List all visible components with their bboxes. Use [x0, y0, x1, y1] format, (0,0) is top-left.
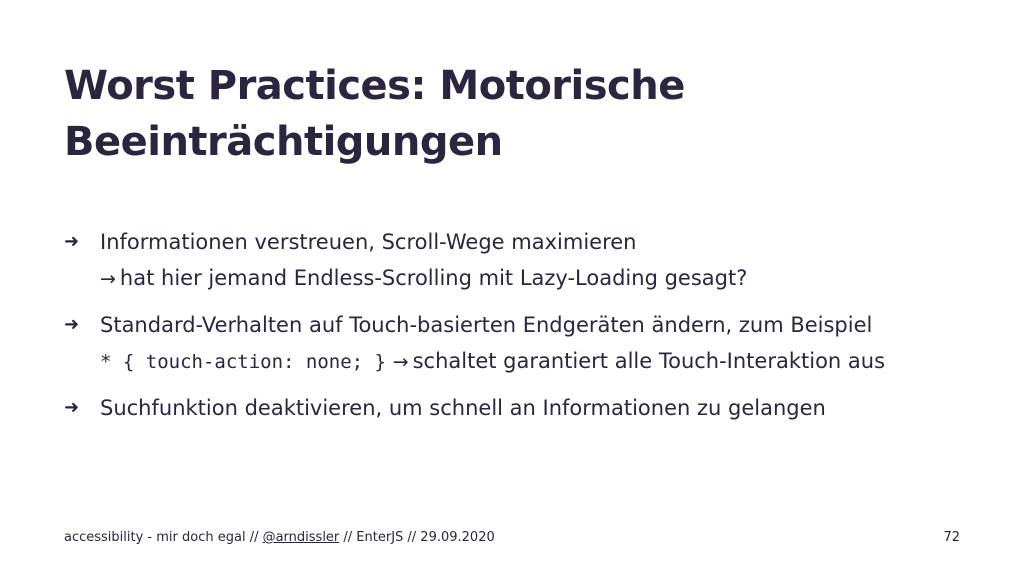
- bullet-item-1: [64, 224, 964, 297]
- footer-prefix: accessibility - mir doch egal //: [64, 530, 263, 545]
- bullet-subline: [100, 343, 964, 380]
- slide-title: [64, 58, 964, 170]
- footer-handle-link[interactable]: @arndissler: [262, 530, 340, 545]
- bullet-arrow-icon: ➜: [64, 314, 80, 335]
- bullet-text: Suchfunktion deaktivieren, um schnell an Informationen zu gelangen: [100, 396, 826, 420]
- slide-title-line-1: Worst Practices: Motorische: [64, 63, 685, 109]
- code-snippet: * { touch-action: none; }: [100, 351, 386, 373]
- bullet-subtext: schaltet garantiert alle Touch-Interaktion aus: [412, 349, 886, 373]
- bullet-text: Informationen verstreuen, Scroll-Wege maximieren: [100, 230, 637, 254]
- right-arrow-icon: →: [100, 268, 116, 290]
- slide-title-line-2: Beeinträchtigungen: [64, 119, 503, 165]
- right-arrow-icon: →: [392, 351, 409, 373]
- bullet-arrow-icon: ➜: [64, 231, 80, 252]
- page-number: 72: [943, 530, 960, 545]
- bullet-subtext: hat hier jemand Endless-Scrolling mit Lazy-Loading gesagt?: [119, 266, 748, 290]
- bullet-arrow-icon: ➜: [64, 397, 80, 418]
- footer: [64, 530, 495, 545]
- bullet-text: Standard-Verhalten auf Touch-basierten Endgeräten ändern, zum Beispiel: [100, 313, 873, 337]
- footer-suffix: // EnterJS // 29.09.2020: [339, 530, 495, 545]
- bullet-subline: [100, 260, 964, 297]
- bullet-list: [64, 224, 964, 436]
- bullet-item-3: [64, 390, 964, 426]
- bullet-item-2: [64, 307, 964, 380]
